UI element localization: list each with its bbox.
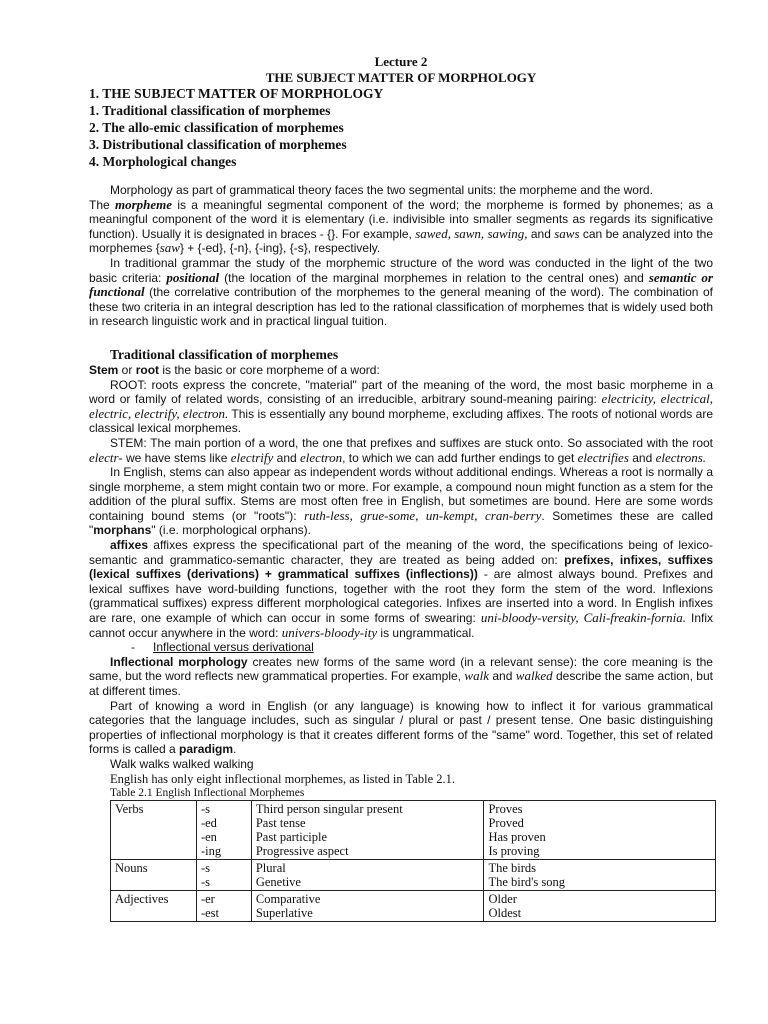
english-stems-paragraph: In English, stems can also appear as independent words without additional endings. Whereas a root is normally a single morpheme, a stem might contain two or more. For example, a compound noun might function as a stem for the addition of the plural suffix. Stems are most often free in English, but sometimes are bound. Here are some words containing bound stems (or "roots"): ruth-less, grue-some, un-kempt, cran-berry. Sometimes these are called "morphans" (i.e. morphological orphans). — [89, 465, 713, 538]
category-cell: Nouns — [111, 860, 197, 891]
category-cell: Adjectives — [111, 891, 197, 922]
toc-item: 2. The allo-emic classification of morphemes — [89, 120, 344, 135]
table-row — [111, 860, 716, 891]
table-caption: Table 2.1 English Inflectional Morphemes — [110, 787, 305, 800]
section-heading: Traditional classification of morphemes — [110, 346, 339, 362]
suffix-cell: -s -ed -en -ing — [196, 801, 251, 860]
example-cell: Proves Proved Has proven Is proving — [484, 801, 716, 860]
eight-morphemes-line: English has only eight inflectional morphemes, as listed in Table 2.1. — [110, 771, 456, 786]
example-word: saw — [159, 240, 180, 256]
term-positional: positional — [166, 269, 220, 285]
bullet-item: - Inflectional versus derivational — [131, 640, 314, 655]
suffix-cell: -er -est — [196, 891, 251, 922]
toc-item: 1. Traditional classification of morphemes — [89, 103, 331, 118]
example-word: saws — [554, 225, 580, 241]
term-semantic: semantic or functional — [89, 269, 713, 300]
classification-section — [89, 363, 713, 786]
affixes-paragraph: affixes affixes express the specificational part of the meaning of the word, the specifications being of lexico-semantic and grammatico-semantic character, they are treated as being added on: prefixes, infixes, suffixes (lexical suffixes (derivations) + grammatical suffixes (inflections)) - are almost always bound. Prefixes and lexical suffixes have word-building functions, together with the root they form the stem of the word. Inflexions (grammatical suffixes) express different morphological categories. Infixes are inserted into a word. In English infixes are rare, one example of which can occur in some forms of swearing: uni-bloody-versity, Cali-freakin-fornia. Infix cannot occur anywhere in the word: univers-bloody-ity is ungrammatical. — [89, 538, 714, 640]
meaning-cell: Third person singular present Past tense Past participle Progressive aspect — [251, 801, 484, 860]
morpheme-definition: The morpheme is a meaningful segmental component of the word; the morpheme is formed by phonemes; as a meaningful component of the word it is elementary (i.e. indivisible into smaller segments as regards its significative function). Usually it is designated in braces - {}. For example, sawed, sawn, sawing, and saws can be analyzed into the morphemes {saw} + {-ed}, {-n}, {-ing}, {-s}, respectively. — [89, 196, 714, 256]
meaning-cell: Plural Genetive — [251, 860, 484, 891]
category-cell: Verbs — [111, 801, 197, 860]
paradigm-paragraph: Part of knowing a word in English (or any language) is knowing how to inflect it for various grammatical categories that the language includes, such as singular / plural or past / present tense. One basic distinguishing properties of inflectional morphology is that it creates different forms of the "same" word. Together, this set of related forms is called a paradigm. — [89, 698, 713, 757]
toc-item: 3. Distributional classification of morphemes — [89, 137, 347, 152]
stem-root-line: Stem or root is the basic or core morpheme of a word: — [89, 362, 380, 377]
toc-item: 1. THE SUBJECT MATTER OF MORPHOLOGY — [89, 86, 384, 101]
inflectional-morphemes-table — [110, 800, 716, 922]
inflectional-paragraph: Inflectional morphology creates new forms of the same word (in a relevant sense): the core meaning is the same, but the word reflects new grammatical properties. For example, walk and walked describe the same action, but at different times. — [89, 654, 713, 698]
criteria-paragraph: In traditional grammar the study of the morphemic structure of the word was conducted in the light of the two basic criteria: positional (the location of the marginal morphemes in relation to the central ones) and semantic or functional (the correlative contribution of the morphemes to the general meaning of the word). The combination of these two criteria in an integral description has led to the rational classification of morphemes that is widely used both in research linguistic work and in practical lingual tuition. — [89, 255, 713, 329]
term-morpheme: morpheme — [114, 196, 173, 212]
table-row — [111, 801, 716, 860]
document-page — [89, 50, 713, 922]
stem-paragraph: STEM: The main portion of a word, the one that prefixes and suffixes are stuck onto. So associated with the root electr- we have stems like electrify and electron, to which we can add further endings to get electrifies and electrons. — [89, 435, 713, 465]
root-paragraph: ROOT: roots express the concrete, "material" part of the meaning of the word, the most basic morpheme in a word or family of related words, consisting of an irreducible, arbitrary sound-meaning pairing: electricity, electrical, electric, electrify, electron. This is essentially any bound morpheme, excluding affixes. The roots of notional words are classical lexical morphemes. — [89, 377, 713, 436]
intro-paragraph: Morphology as part of grammatical theory faces the two segmental units: the morpheme and the word. — [110, 183, 653, 197]
meaning-cell: Comparative Superlative — [251, 891, 484, 922]
walk-example-line: Walk walks walked walking — [110, 756, 254, 771]
example-cell: Older Oldest — [484, 891, 716, 922]
table-row — [111, 891, 716, 922]
example-words: sawed, sawn, sawing, — [415, 225, 528, 241]
table-of-contents — [89, 85, 713, 170]
lecture-title: THE SUBJECT MATTER OF MORPHOLOGY — [265, 70, 537, 85]
suffix-cell: -s -s — [196, 860, 251, 891]
intro-section — [89, 183, 713, 329]
lecture-number: Lecture 2 — [374, 54, 428, 69]
example-cell: The birds The bird's song — [484, 860, 716, 891]
toc-item: 4. Morphological changes — [89, 154, 237, 169]
